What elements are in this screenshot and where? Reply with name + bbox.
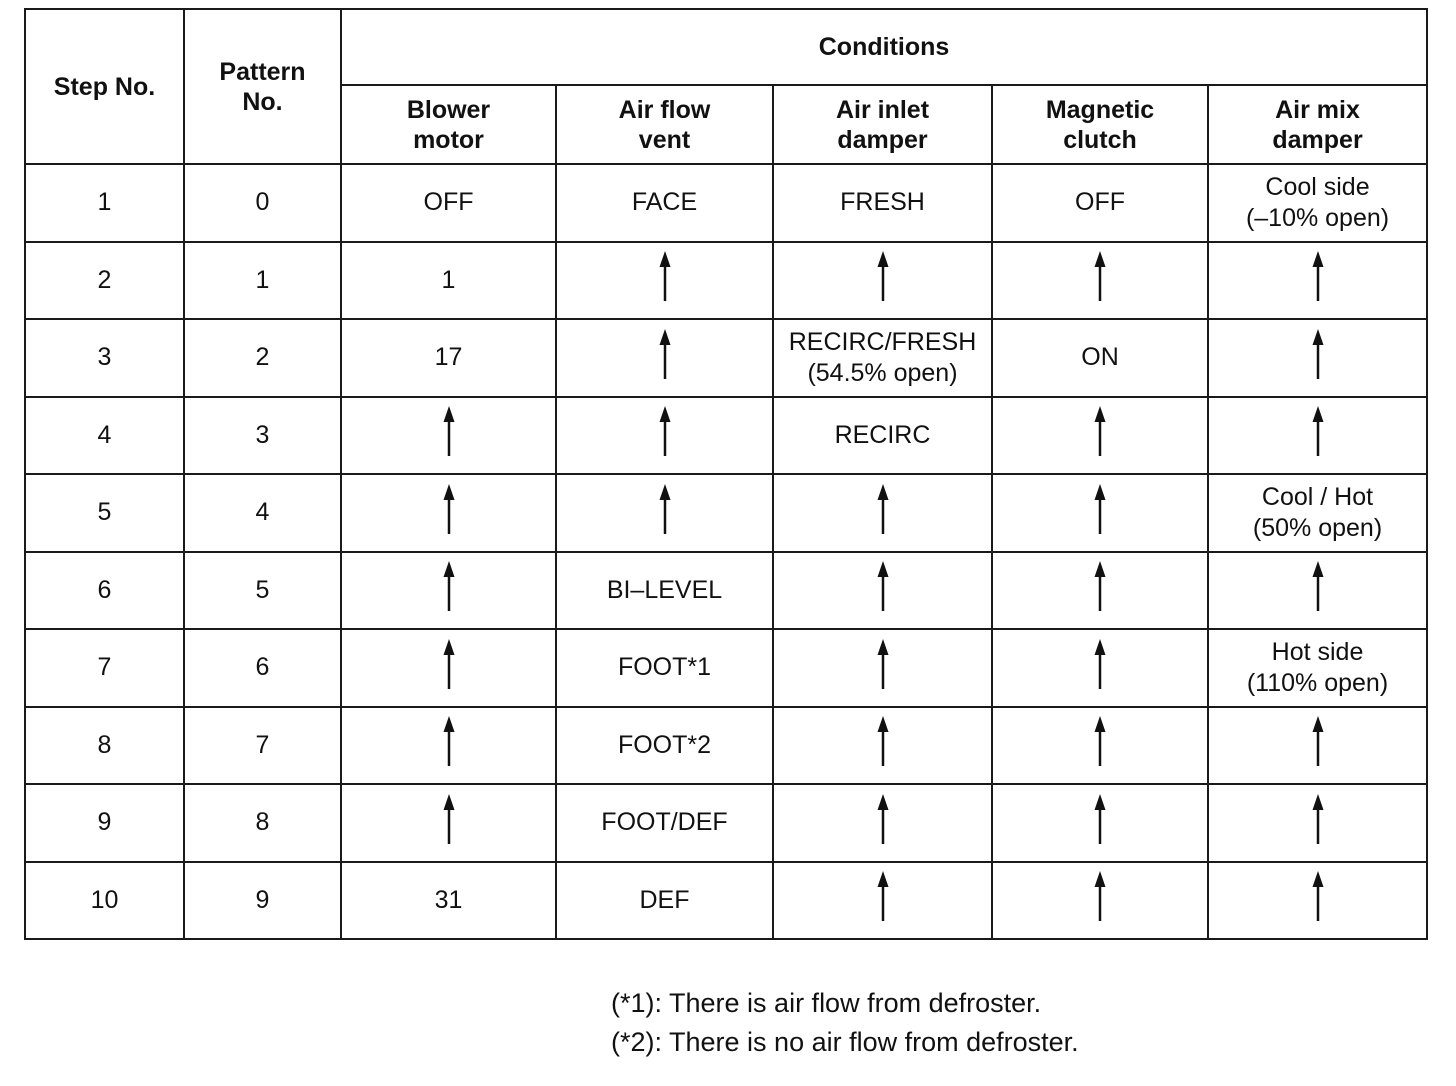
cell-pattern: 6 bbox=[184, 629, 341, 707]
up-arrow-icon bbox=[1092, 484, 1108, 542]
up-arrow-icon bbox=[657, 329, 673, 387]
cell-step: 9 bbox=[25, 784, 184, 862]
cell-step: 8 bbox=[25, 707, 184, 785]
cell-clutch bbox=[992, 474, 1208, 552]
cell-inlet bbox=[773, 629, 992, 707]
cell-clutch: ON bbox=[992, 319, 1208, 397]
header-pattern-no bbox=[184, 9, 341, 164]
cell-mix bbox=[1208, 319, 1427, 397]
header-blower-line2: motor bbox=[413, 125, 484, 154]
header-air-inlet-damper bbox=[773, 85, 992, 164]
cell-pattern: 3 bbox=[184, 397, 341, 475]
table-row bbox=[25, 552, 1427, 630]
header-clutch-line2: clutch bbox=[1063, 125, 1137, 154]
cell-airflow: BI–LEVEL bbox=[556, 552, 773, 630]
cell-step: 6 bbox=[25, 552, 184, 630]
cell-airflow bbox=[556, 474, 773, 552]
up-arrow-icon bbox=[1092, 871, 1108, 929]
up-arrow-icon bbox=[657, 406, 673, 464]
header-mix-line1: Air mix bbox=[1275, 95, 1360, 124]
cell-mix-line1: Hot side bbox=[1271, 637, 1364, 666]
table-row bbox=[25, 784, 1427, 862]
header-pattern-line1: Pattern bbox=[219, 57, 306, 86]
up-arrow-icon bbox=[1310, 716, 1326, 774]
table-row bbox=[25, 474, 1427, 552]
cell-step: 10 bbox=[25, 862, 184, 940]
up-arrow-icon bbox=[1092, 561, 1108, 619]
up-arrow-icon bbox=[1092, 406, 1108, 464]
cell-pattern: 5 bbox=[184, 552, 341, 630]
cell-pattern: 1 bbox=[184, 242, 341, 320]
up-arrow-icon bbox=[1310, 561, 1326, 619]
cell-airflow bbox=[556, 397, 773, 475]
table-row bbox=[25, 397, 1427, 475]
cell-step: 2 bbox=[25, 242, 184, 320]
cell-airflow: FOOT*1 bbox=[556, 629, 773, 707]
cell-mix bbox=[1208, 397, 1427, 475]
cell-mix bbox=[1208, 629, 1427, 707]
cell-mix bbox=[1208, 784, 1427, 862]
cell-clutch bbox=[992, 242, 1208, 320]
header-air-mix-damper bbox=[1208, 85, 1427, 164]
cell-blower bbox=[341, 629, 556, 707]
cell-airflow: FOOT*2 bbox=[556, 707, 773, 785]
cell-step: 3 bbox=[25, 319, 184, 397]
up-arrow-icon bbox=[875, 251, 891, 309]
header-air-flow-vent bbox=[556, 85, 773, 164]
cell-mix bbox=[1208, 242, 1427, 320]
table-row bbox=[25, 707, 1427, 785]
cell-inlet: RECIRC bbox=[773, 397, 992, 475]
footnote-2: (*2): There is no air flow from defroster. bbox=[611, 1027, 1079, 1057]
cell-mix-line2: (110% open) bbox=[1246, 668, 1389, 697]
up-arrow-icon bbox=[1092, 251, 1108, 309]
cell-step: 1 bbox=[25, 164, 184, 242]
cell-airflow bbox=[556, 242, 773, 320]
cell-step: 7 bbox=[25, 629, 184, 707]
up-arrow-icon bbox=[441, 794, 457, 852]
footnote-1: (*1): There is air flow from defroster. bbox=[611, 988, 1042, 1018]
table-row bbox=[25, 862, 1427, 940]
cell-mix bbox=[1208, 164, 1427, 242]
up-arrow-icon bbox=[1310, 329, 1326, 387]
header-blower-line1: Blower bbox=[406, 95, 491, 124]
table-row bbox=[25, 164, 1427, 242]
cell-clutch bbox=[992, 784, 1208, 862]
cell-pattern: 7 bbox=[184, 707, 341, 785]
up-arrow-icon bbox=[875, 639, 891, 697]
cell-mix-line2: (–10% open) bbox=[1245, 203, 1390, 232]
header-airflow-line1: Air flow bbox=[618, 95, 711, 124]
table-row bbox=[25, 629, 1427, 707]
cell-pattern: 0 bbox=[184, 164, 341, 242]
cell-blower: OFF bbox=[341, 164, 556, 242]
cell-inlet bbox=[773, 319, 992, 397]
cell-pattern: 4 bbox=[184, 474, 341, 552]
cell-inlet bbox=[773, 784, 992, 862]
cell-clutch bbox=[992, 397, 1208, 475]
cell-step: 5 bbox=[25, 474, 184, 552]
up-arrow-icon bbox=[1092, 639, 1108, 697]
up-arrow-icon bbox=[441, 639, 457, 697]
cell-mix bbox=[1208, 474, 1427, 552]
up-arrow-icon bbox=[441, 561, 457, 619]
cell-inlet bbox=[773, 707, 992, 785]
cell-inlet-line1: RECIRC/FRESH bbox=[788, 327, 977, 356]
cell-mix bbox=[1208, 707, 1427, 785]
up-arrow-icon bbox=[875, 561, 891, 619]
cell-mix-line2: (50% open) bbox=[1252, 513, 1383, 542]
cell-clutch bbox=[992, 707, 1208, 785]
cell-mix-line1: Cool side bbox=[1265, 172, 1370, 201]
cell-inlet-line2: (54.5% open) bbox=[807, 358, 958, 387]
cell-pattern: 9 bbox=[184, 862, 341, 940]
cell-inlet bbox=[773, 474, 992, 552]
up-arrow-icon bbox=[657, 484, 673, 542]
header-clutch-line1: Magnetic bbox=[1045, 95, 1155, 124]
header-inlet-line1: Air inlet bbox=[835, 95, 930, 124]
up-arrow-icon bbox=[875, 716, 891, 774]
up-arrow-icon bbox=[1092, 794, 1108, 852]
header-step-no: Step No. bbox=[25, 9, 184, 164]
header-inlet-line2: damper bbox=[837, 125, 928, 154]
cell-inlet: FRESH bbox=[773, 164, 992, 242]
cell-inlet bbox=[773, 862, 992, 940]
cell-blower: 1 bbox=[341, 242, 556, 320]
cell-step: 4 bbox=[25, 397, 184, 475]
up-arrow-icon bbox=[441, 716, 457, 774]
up-arrow-icon bbox=[875, 484, 891, 542]
up-arrow-icon bbox=[875, 871, 891, 929]
cell-inlet bbox=[773, 552, 992, 630]
cell-inlet bbox=[773, 242, 992, 320]
cell-mix-line1: Cool / Hot bbox=[1261, 482, 1374, 511]
cell-blower bbox=[341, 474, 556, 552]
table-row bbox=[25, 319, 1427, 397]
up-arrow-icon bbox=[1310, 406, 1326, 464]
up-arrow-icon bbox=[875, 794, 891, 852]
cell-clutch bbox=[992, 629, 1208, 707]
header-magnetic-clutch bbox=[992, 85, 1208, 164]
cell-mix bbox=[1208, 862, 1427, 940]
up-arrow-icon bbox=[441, 406, 457, 464]
cell-blower bbox=[341, 707, 556, 785]
conditions-table bbox=[24, 8, 1428, 940]
table-row bbox=[25, 242, 1427, 320]
header-conditions: Conditions bbox=[341, 9, 1427, 85]
cell-blower: 31 bbox=[341, 862, 556, 940]
cell-clutch: OFF bbox=[992, 164, 1208, 242]
header-mix-line2: damper bbox=[1272, 125, 1363, 154]
header-blower-motor bbox=[341, 85, 556, 164]
cell-clutch bbox=[992, 862, 1208, 940]
cell-airflow: FOOT/DEF bbox=[556, 784, 773, 862]
up-arrow-icon bbox=[657, 251, 673, 309]
up-arrow-icon bbox=[1310, 251, 1326, 309]
up-arrow-icon bbox=[441, 484, 457, 542]
cell-pattern: 2 bbox=[184, 319, 341, 397]
header-pattern-line2: No. bbox=[242, 87, 283, 116]
up-arrow-icon bbox=[1310, 794, 1326, 852]
cell-blower bbox=[341, 552, 556, 630]
cell-airflow: FACE bbox=[556, 164, 773, 242]
cell-airflow bbox=[556, 319, 773, 397]
cell-mix bbox=[1208, 552, 1427, 630]
header-airflow-line2: vent bbox=[638, 125, 691, 154]
cell-blower: 17 bbox=[341, 319, 556, 397]
cell-pattern: 8 bbox=[184, 784, 341, 862]
cell-clutch bbox=[992, 552, 1208, 630]
cell-airflow: DEF bbox=[556, 862, 773, 940]
up-arrow-icon bbox=[1092, 716, 1108, 774]
cell-blower bbox=[341, 397, 556, 475]
up-arrow-icon bbox=[1310, 871, 1326, 929]
cell-blower bbox=[341, 784, 556, 862]
